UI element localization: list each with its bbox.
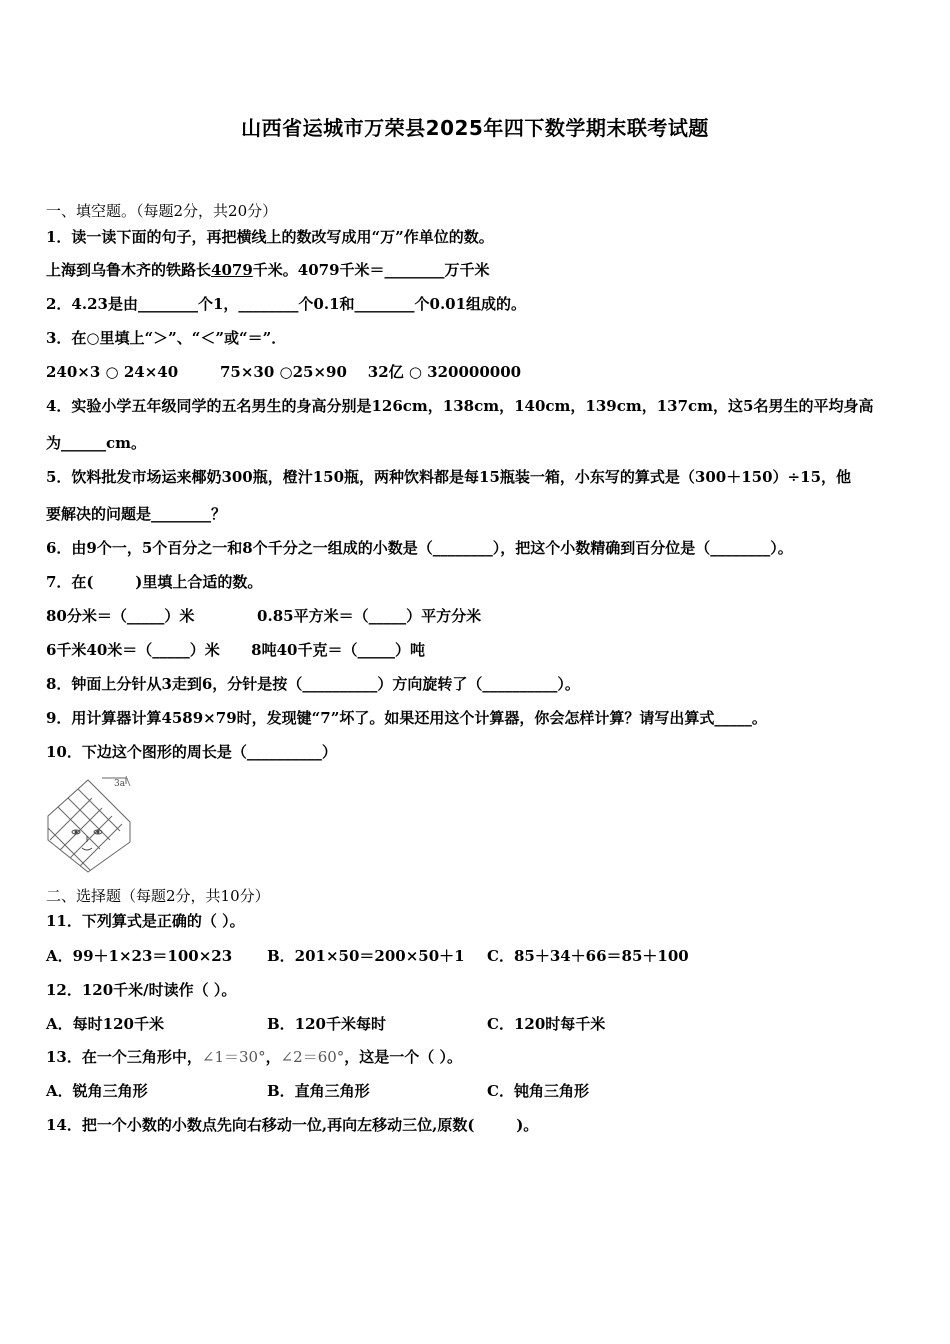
q3-text: 3．在○里填上“＞”、“＜”或“＝”． [46,329,287,347]
q1-line2 [46,260,490,280]
q12-option-c[interactable]: C．120时每千米 [487,1015,606,1033]
q11-text: 11．下列算式是正确的（ ）。 [46,912,245,930]
q10-figure [42,772,138,876]
q14-text: 14．把一个小数的小数点先向右移动一位,再向左移动三位,原数( )。 [46,1116,539,1134]
q11-option-b[interactable]: B．201×50＝200×50＋1 [267,947,465,965]
q13-text [46,1047,462,1067]
q7-line2: 80分米＝（_____）米 0.85平方米＝（_____）平方分米 [46,607,482,625]
q2-text: 2．4.23是由________个1，________个0.1和________个0.01组成的。 [46,295,527,313]
q1-line2-number: 4079 [211,261,253,279]
q1-line2-prefix: 上海到乌鲁木齐的铁路长 [46,261,212,279]
section2-heading: 二、选择题（每题2分，共10分） [46,887,270,905]
q3-line2: 240×3 ○ 24×40 75×30 ○25×90 32亿 ○ 320000000 [46,363,522,381]
q10-text: 10．下边这个图形的周长是（__________） [46,743,337,761]
q13-prefix: 13．在一个三角形中， [46,1048,202,1066]
q10-figure-drawing [42,772,138,876]
q7-line3: 6千米40米＝（_____）米 8吨40千克＝（_____）吨 [46,641,425,659]
q11-option-c[interactable]: C．85＋34＋66＝85＋100 [487,947,689,965]
q6-text: 6．由9个一，5个百分之一和8个千分之一组成的小数是（________），把这个小数精确到百分位是（________）。 [46,539,793,557]
q13-suffix: ，这是一个（ ）。 [344,1048,463,1066]
q1-text: 1．读一读下面的句子，再把横线上的数改写成用“万”作单位的数。 [46,228,494,246]
q12-option-b[interactable]: B．120千米每时 [267,1015,386,1033]
q13-sep: ， [265,1048,281,1066]
q13-angle1: ∠1＝30° [201,1048,266,1066]
q12-option-a[interactable]: A．每时120千米 [46,1015,164,1033]
q13-option-a[interactable]: A．锐角三角形 [46,1082,148,1100]
q11-option-a[interactable]: A．99＋1×23＝100×23 [46,947,233,965]
page-title: 山西省运城市万荣县2025年四下数学期末联考试题 [241,116,709,140]
q4-text: 4．实验小学五年级同学的五名男生的身高分别是126cm，138cm，140cm，139cm，137cm，这5名男生的平均身高 [46,397,874,415]
q1-line2-suffix: 千米。4079千米＝________万千米 [252,261,490,279]
q8-text: 8．钟面上分针从3走到6，分针是按（__________）方向旋转了（__________）。 [46,675,580,693]
q13-angle2: ∠2＝60° [280,1048,345,1066]
q12-text: 12．120千米/时读作（ ）。 [46,981,237,999]
q13-option-b[interactable]: B．直角三角形 [267,1082,370,1100]
q5-line2: 要解决的问题是________？ [46,505,227,523]
q7-text: 7．在( )里填上合适的数。 [46,573,263,591]
q9-text: 9．用计算器计算4589×79时，发现键“7”坏了。如果还用这个计算器，你会怎样计算？请写出算式_____。 [46,709,767,727]
q4-line2: 为______cm。 [46,434,147,452]
q10-figure-label: 3a [114,779,126,789]
q5-text: 5．饮料批发市场运来椰奶300瓶，橙汁150瓶，两种饮料都是每15瓶装一箱，小东写的算式是（300＋150）÷15，他 [46,468,852,486]
section1-heading: 一、填空题。（每题2分，共20分） [46,202,278,220]
q13-option-c[interactable]: C．钝角三角形 [487,1082,589,1100]
